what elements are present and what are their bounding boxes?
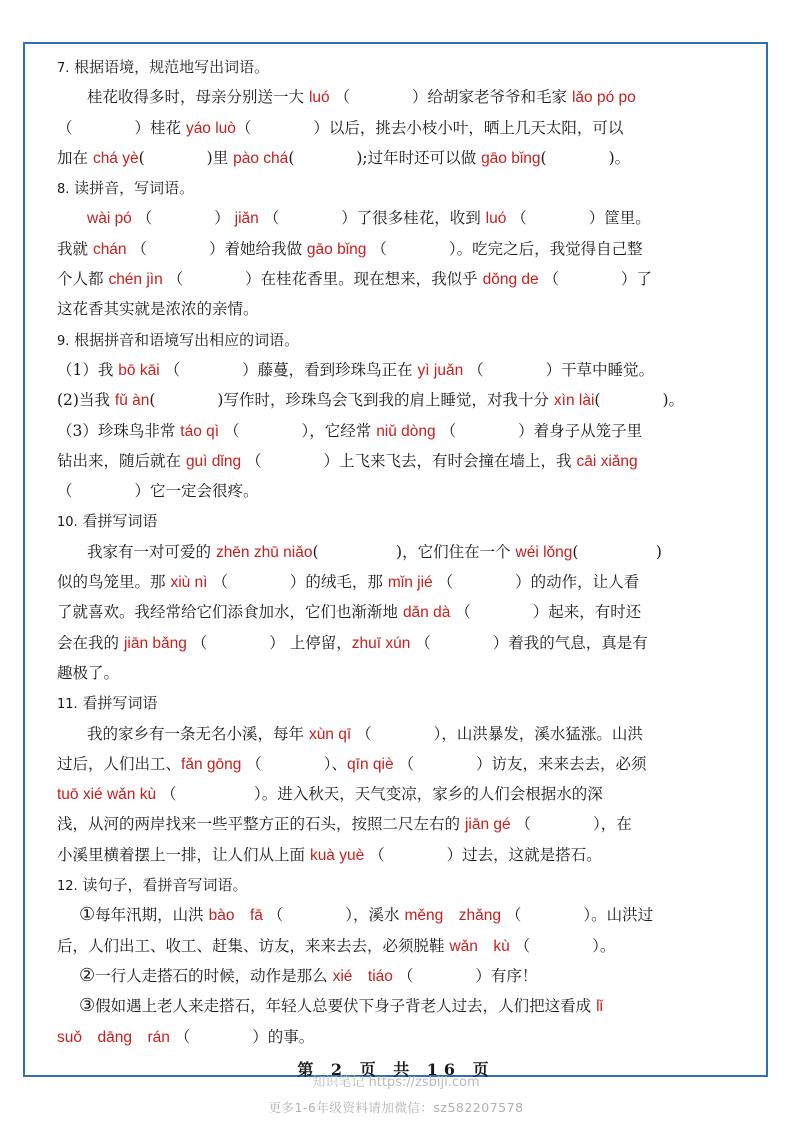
q9-line-2: (2)当我 fǔ àn( )写作时，珍珠鸟会飞到我的肩上睡觉，对我十分 xìn lài( )。 — [57, 391, 685, 410]
q8-line-1: wài pó （ ） jiǎn （ ）了很多桂花，收到 luó （ ）筐里。 — [87, 209, 651, 228]
q11-line-3: tuō xié wǎn kù （ ）。进入秋天，天气变凉，家乡的人们会根据水的深 — [57, 785, 603, 804]
pinyin: dǎn dà — [402, 604, 451, 622]
circled-number-1: ① — [79, 904, 96, 926]
pinyin: gāo bǐng — [481, 149, 541, 167]
q12-line-4: ③假如遇上老人来走搭石，年轻人总要伏下身子背老人过去，人们把这看成 lǐ — [79, 995, 603, 1017]
pinyin: lǐ — [596, 998, 603, 1016]
pinyin: wéi lǒng — [515, 543, 573, 561]
pinyin: tuō xié wǎn kù — [57, 786, 157, 804]
circled-number-2: ② — [79, 964, 96, 986]
pinyin: chá yè — [92, 149, 139, 167]
pinyin: jiǎn — [234, 210, 259, 228]
pinyin: měng zhǎng — [404, 907, 501, 925]
pinyin: bào fā — [208, 907, 263, 925]
pinyin: cāi xiǎng — [576, 452, 638, 470]
q9-line-1: （1）我 bō kāi （ ）藤蔓，看到珍珠鸟正在 yì juǎn （ ）干草中睡觉。 — [57, 360, 655, 379]
q12-heading: 12. 读句子，看拼音写词语。 — [57, 876, 248, 895]
pinyin: yáo luò — [185, 119, 236, 137]
q8-line-4: 这花香其实就是浓浓的亲情。 — [57, 300, 259, 319]
pinyin: qīn qiè — [347, 755, 394, 773]
pinyin: xié tiáo — [332, 967, 393, 985]
q12-line-3: ②一行人走搭石的时候，动作是那么 xié tiáo （ ）有序！ — [79, 964, 538, 986]
pinyin: táo qì — [180, 422, 220, 440]
worksheet-content — [57, 52, 742, 1052]
q11-line-4: 浅，从河的两岸找来一些平整方正的石头，按照二尺左右的 jiān gé （ ），在 — [57, 815, 632, 834]
bottom-note: 更多1-6年级资料请加微信：sz582207578 — [268, 1100, 524, 1115]
q7-line-1: 桂花收得多时，母亲分别送一大 luó （ ）给胡家老爷爷和毛家 lǎo pó po — [87, 88, 636, 107]
pinyin: guì dǐng — [185, 452, 242, 470]
pinyin: fǔ àn — [114, 392, 150, 410]
q9-line-3: （3）珍珠鸟非常 táo qì （ ），它经常 niǔ dòng （ ）着身子从笼子里 — [57, 421, 643, 440]
q10-heading: 10. 看拼写词语 — [57, 512, 158, 531]
q10-line-1: 我家有一对可爱的 zhēn zhū niǎo( )，它们住在一个 wéi lǒng( ) — [87, 542, 662, 561]
q10-line-3: 了就喜欢。我经常给它们添食加水，它们也渐渐地 dǎn dà （ ）起来，有时还 — [57, 603, 642, 622]
pinyin: chén jìn — [108, 271, 163, 289]
pinyin: xùn qī — [308, 725, 352, 743]
q11-line-5: 小溪里横着摆上一排，让人们从上面 kuà yuè （ ）过去，这就是搭石。 — [57, 845, 602, 864]
pinyin: wài pó — [87, 210, 132, 228]
q9-line-4: 钻出来，随后就在 guì dǐng （ ）上飞来飞去，有时会撞在墙上，我 cāi xiǎng — [57, 451, 638, 470]
q7-line-3: 加在 chá yè( )里 pào chá( );过年时还可以做 gāo bǐng( )。 — [57, 148, 631, 167]
q7-line-2: （ ）桂花 yáo luò（ ）以后，挑去小枝小叶，晒上几天太阳，可以 — [57, 118, 624, 137]
q9-line-5: （ ）它一定会很疼。 — [57, 482, 259, 501]
pinyin: xiù nì — [170, 574, 208, 592]
q11-line-1: 我的家乡有一条无名小溪，每年 xùn qī （ ），山洪暴发，溪水猛涨。山洪 — [87, 724, 643, 743]
pinyin: jiān bǎng — [123, 634, 187, 652]
pinyin: kuà yuè — [309, 846, 365, 864]
q10-line-4: 会在我的 jiān bǎng （ ） 上停留，zhuī xún （ ）着我的气息，真是有 — [57, 633, 648, 652]
q8-heading: 8. 读拼音，写词语。 — [57, 179, 195, 198]
pinyin: bō kāi — [118, 361, 160, 379]
pinyin: suǒ dāng rán — [57, 1028, 170, 1046]
q10-line-5: 趣极了。 — [57, 663, 120, 682]
pinyin: luó — [485, 210, 507, 228]
page-number: 第 2 页 共 16 页 — [297, 1060, 495, 1079]
q9-heading: 9. 根据拼音和语境写出相应的词语。 — [57, 330, 300, 349]
pinyin: xìn lài — [553, 392, 595, 410]
q8-line-2: 我就 chán （ ）着她给我做 gāo bǐng （ ）。吃完之后，我觉得自己整 — [57, 239, 643, 258]
q11-heading: 11. 看拼写词语 — [57, 694, 158, 713]
q12-line-2: 后，人们出工、收工、赶集、访友，来来去去，必须脱鞋 wǎn kù （ ）。 — [57, 936, 616, 955]
pinyin: mǐn jié — [387, 574, 433, 592]
q11-line-2: 过后，人们出工、fǎn gōng （ ）、qīn qiè （ ）访友，来来去去，必须 — [57, 754, 647, 773]
q8-line-3: 个人都 chén jìn （ ）在桂花香里。现在想来，我似乎 dǒng de （ ）了 — [57, 270, 653, 289]
pinyin: chán — [92, 240, 127, 258]
pinyin: gāo bǐng — [306, 240, 367, 258]
pinyin: jiān gé — [464, 816, 511, 834]
pinyin: niǔ dòng — [376, 422, 436, 440]
pinyin: luó — [308, 89, 330, 107]
circled-number-3: ③ — [79, 995, 96, 1017]
pinyin: wǎn kù — [449, 937, 510, 955]
pinyin: fǎn gōng — [181, 755, 242, 773]
pinyin: lǎo pó po — [571, 89, 636, 107]
q12-line-5: suǒ dāng rán （ ）的事。 — [57, 1027, 315, 1046]
q10-line-2: 似的鸟笼里。那 xiù nì （ ）的绒毛，那 mǐn jié （ ）的动作，让人看 — [57, 573, 640, 592]
pinyin: pào chá — [233, 149, 289, 167]
pinyin: zhuī xún — [351, 634, 411, 652]
pinyin: dǒng de — [482, 271, 539, 289]
site-watermark: 知识笔记 https://zsbiji.com — [312, 1075, 480, 1090]
q7-heading: 7. 根据语境，规范地写出词语。 — [57, 58, 270, 76]
pinyin: zhēn zhū niǎo — [215, 543, 313, 561]
q12-line-1: ①每年汛期，山洪 bào fā （ ），溪水 měng zhǎng （ ）。山洪过 — [79, 904, 654, 926]
pinyin: yì juǎn — [417, 361, 464, 379]
